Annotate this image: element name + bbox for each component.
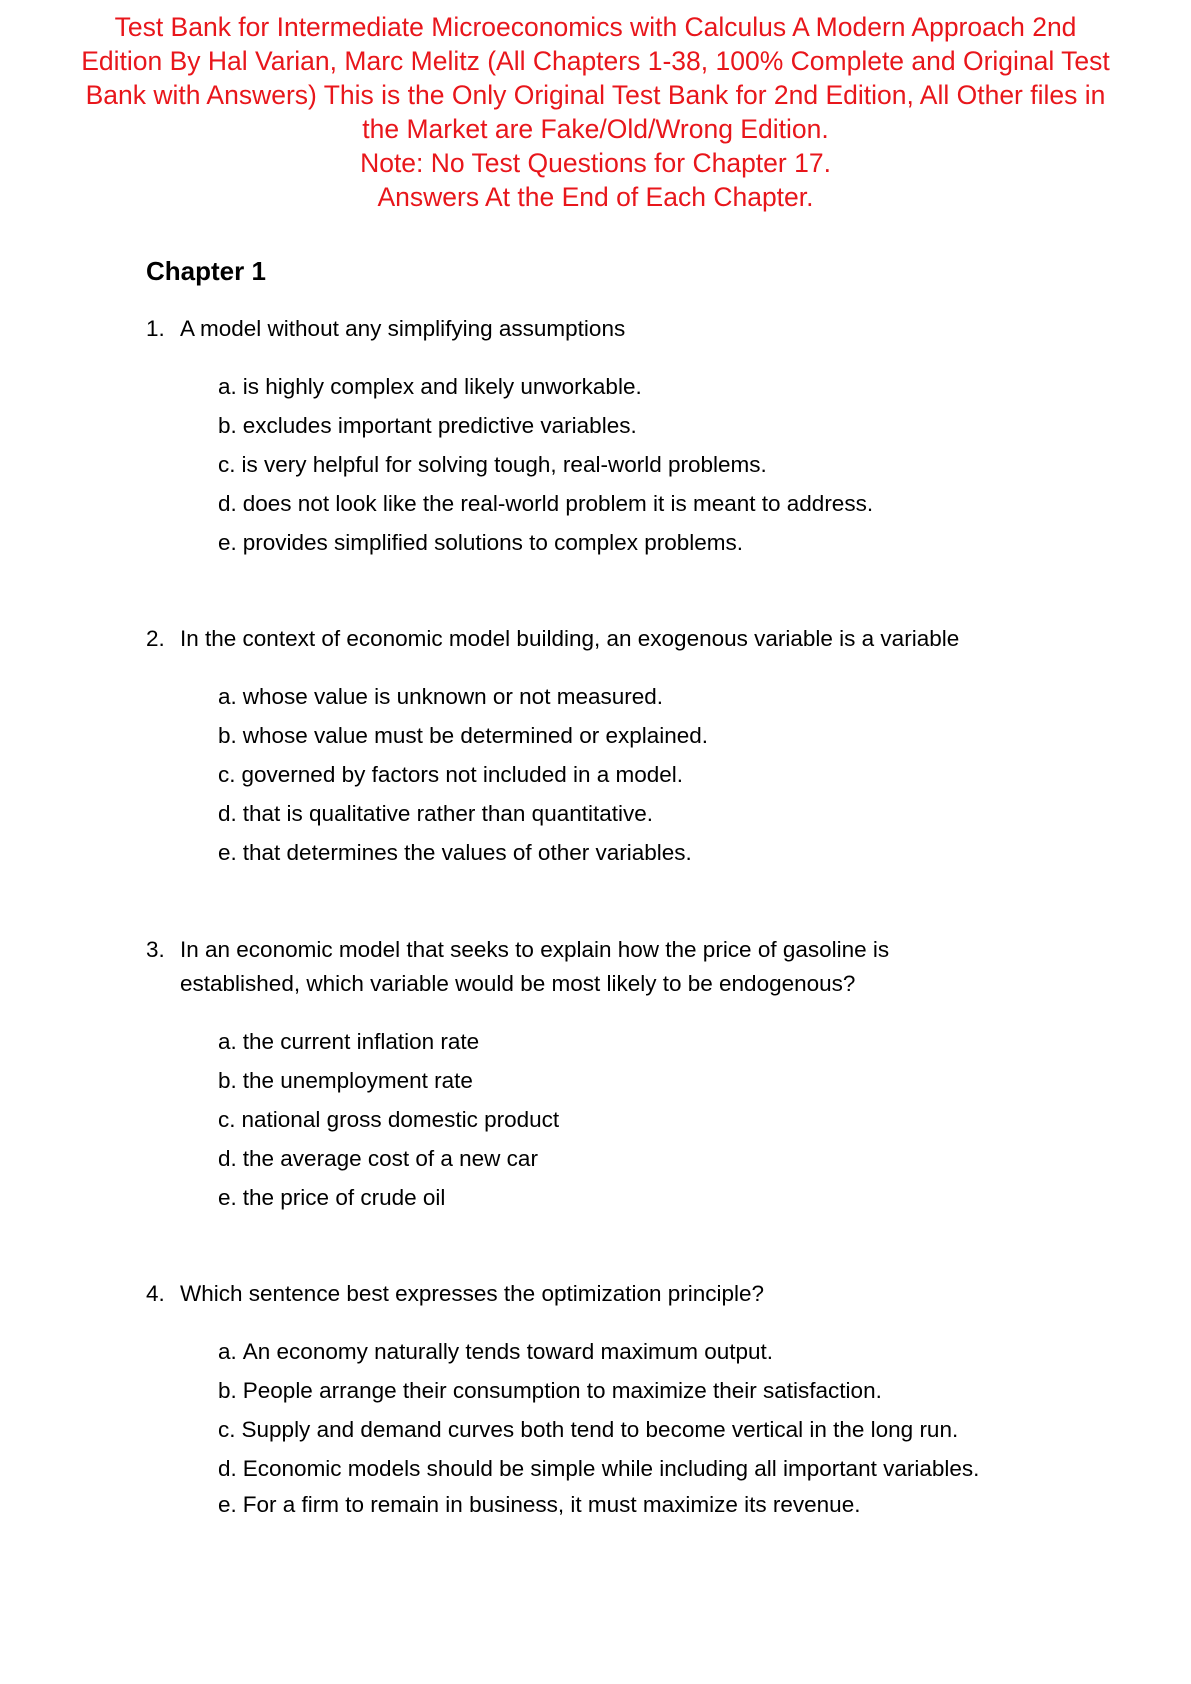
option-text: excludes important predictive variables. — [242, 413, 637, 438]
option-letter: c. — [218, 452, 236, 477]
option-text: For a firm to remain in business, it must maximize its revenue. — [242, 1492, 861, 1517]
answer-option — [218, 1139, 1118, 1178]
option-letter: a. — [218, 1029, 237, 1054]
question-stem — [146, 1277, 1046, 1311]
option-text: the current inflation rate — [242, 1029, 480, 1054]
option-letter: a. — [218, 374, 237, 399]
question-number: 3. — [146, 937, 165, 962]
question-3 — [146, 933, 1046, 1210]
answer-option — [218, 1022, 1118, 1061]
question-stem — [146, 622, 1046, 656]
answer-option — [218, 677, 1118, 716]
option-text: is very helpful for solving tough, real-world problems. — [241, 452, 767, 477]
answer-option — [218, 367, 1118, 406]
answer-option — [218, 716, 1118, 755]
question-number: 2. — [146, 626, 165, 651]
question-text: In an economic model that seeks to explain how the price of gasoline is established, which variable would be most likely to be endogenous? — [180, 937, 890, 996]
option-letter: a. — [218, 1339, 237, 1364]
option-letter: e. — [218, 840, 237, 865]
question-text: Which sentence best expresses the optimization principle? — [180, 1281, 765, 1306]
answer-option — [218, 755, 1118, 794]
option-letter: b. — [218, 413, 237, 438]
option-letter: b. — [218, 1378, 237, 1403]
option-text: Supply and demand curves both tend to become vertical in the long run. — [241, 1417, 959, 1442]
option-text: does not look like the real-world problem it is meant to address. — [242, 491, 874, 516]
option-letter: e. — [218, 530, 237, 555]
answer-option — [218, 1178, 1118, 1217]
header-notice-line: Test Bank for Intermediate Microeconomics with Calculus A Modern Approach 2nd — [114, 12, 1077, 42]
option-text: the price of crude oil — [242, 1185, 446, 1210]
question-text: A model without any simplifying assumptions — [180, 316, 626, 341]
option-letter: b. — [218, 723, 237, 748]
option-letter: d. — [218, 491, 237, 516]
option-letter: b. — [218, 1068, 237, 1093]
answer-options — [218, 677, 1118, 872]
answer-option — [218, 1410, 1118, 1449]
option-text: the unemployment rate — [242, 1068, 473, 1093]
answer-option — [218, 1100, 1118, 1139]
option-text: An economy naturally tends toward maximum output. — [242, 1339, 774, 1364]
option-letter: e. — [218, 1185, 237, 1210]
option-letter: c. — [218, 1417, 236, 1442]
header-notice-line: Bank with Answers) This is the Only Original Test Bank for 2nd Edition, All Other files in — [85, 80, 1106, 110]
option-letter: d. — [218, 1456, 237, 1481]
option-text: Economic models should be simple while including all important variables. — [242, 1456, 980, 1481]
header-notice — [40, 10, 1151, 214]
option-letter: c. — [218, 1107, 236, 1132]
option-text: that is qualitative rather than quantitative. — [242, 801, 654, 826]
option-text: provides simplified solutions to complex problems. — [242, 530, 743, 555]
option-text: whose value must be determined or explained. — [242, 723, 709, 748]
answer-option — [218, 406, 1118, 445]
question-stem — [146, 933, 1046, 1001]
answer-option — [218, 1332, 1118, 1371]
question-number: 4. — [146, 1281, 165, 1306]
header-notice-line: the Market are Fake/Old/Wrong Edition. — [362, 114, 829, 144]
option-text: People arrange their consumption to maximize their satisfaction. — [242, 1378, 882, 1403]
answer-options — [218, 1332, 1118, 1521]
answer-option — [218, 1449, 1118, 1488]
question-1 — [146, 312, 1046, 555]
header-notice-line: Edition By Hal Varian, Marc Melitz (All Chapters 1-38, 100% Complete and Original Test — [81, 46, 1110, 76]
option-text: is highly complex and likely unworkable. — [242, 374, 642, 399]
question-4 — [146, 1277, 1046, 1517]
option-text: the average cost of a new car — [242, 1146, 538, 1171]
answer-option — [218, 1371, 1118, 1410]
answer-option — [218, 445, 1118, 484]
header-notice-line: Answers At the End of Each Chapter. — [377, 182, 814, 212]
question-number: 1. — [146, 316, 165, 341]
option-text: that determines the values of other variables. — [242, 840, 692, 865]
answer-options — [218, 367, 1118, 562]
option-letter: d. — [218, 1146, 237, 1171]
question-stem — [146, 312, 1046, 346]
answer-options — [218, 1022, 1118, 1217]
option-text: whose value is unknown or not measured. — [242, 684, 664, 709]
answer-option — [218, 833, 1118, 872]
answer-option — [218, 1488, 1118, 1521]
option-text: national gross domestic product — [241, 1107, 560, 1132]
chapter-title: Chapter 1 — [146, 256, 266, 286]
answer-option — [218, 1061, 1118, 1100]
answer-option — [218, 523, 1118, 562]
question-2 — [146, 622, 1046, 865]
header-notice-line: Note: No Test Questions for Chapter 17. — [360, 148, 831, 178]
option-letter: a. — [218, 684, 237, 709]
option-letter: d. — [218, 801, 237, 826]
option-letter: e. — [218, 1492, 237, 1517]
option-text: governed by factors not included in a model. — [241, 762, 684, 787]
option-letter: c. — [218, 762, 236, 787]
question-text: In the context of economic model building, an exogenous variable is a variable — [180, 626, 960, 651]
answer-option — [218, 794, 1118, 833]
answer-option — [218, 484, 1118, 523]
